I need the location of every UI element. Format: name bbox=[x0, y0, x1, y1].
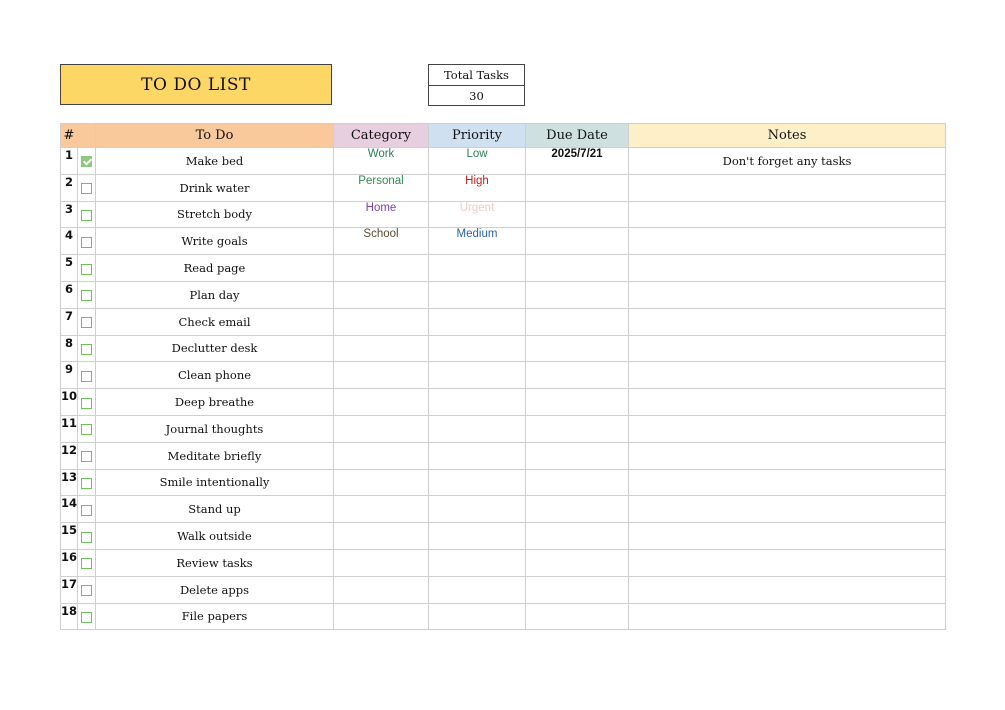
row-number: 7 bbox=[61, 308, 78, 335]
table-row bbox=[61, 308, 946, 335]
priority-cell[interactable] bbox=[429, 415, 526, 442]
priority-cell[interactable] bbox=[429, 523, 526, 550]
priority-cell[interactable]: Low bbox=[429, 148, 526, 175]
task-cell[interactable]: Read page bbox=[96, 255, 334, 282]
table-row bbox=[61, 415, 946, 442]
row-checkbox-cell[interactable] bbox=[78, 281, 96, 308]
table-row bbox=[61, 148, 946, 175]
task-cell[interactable]: File papers bbox=[96, 603, 334, 630]
row-number: 3 bbox=[61, 201, 78, 228]
priority-cell[interactable]: High bbox=[429, 174, 526, 201]
task-cell[interactable]: Walk outside bbox=[96, 523, 334, 550]
checkbox-icon[interactable] bbox=[81, 156, 92, 167]
row-checkbox-cell[interactable] bbox=[78, 308, 96, 335]
notes-cell[interactable] bbox=[629, 549, 946, 576]
row-checkbox-cell[interactable] bbox=[78, 496, 96, 523]
due-date-cell[interactable] bbox=[526, 255, 629, 282]
table-row bbox=[61, 496, 946, 523]
row-number: 11 bbox=[61, 415, 78, 442]
notes-cell[interactable] bbox=[629, 362, 946, 389]
task-cell[interactable]: Stretch body bbox=[96, 201, 334, 228]
task-cell[interactable]: Plan day bbox=[96, 281, 334, 308]
header-number: # bbox=[61, 124, 78, 148]
due-date-cell[interactable] bbox=[526, 335, 629, 362]
total-tasks-box bbox=[428, 64, 525, 106]
notes-cell[interactable] bbox=[629, 335, 946, 362]
checkbox-icon[interactable] bbox=[81, 264, 92, 275]
priority-cell[interactable] bbox=[429, 362, 526, 389]
notes-cell[interactable] bbox=[629, 174, 946, 201]
category-cell[interactable] bbox=[334, 496, 429, 523]
row-checkbox-cell[interactable] bbox=[78, 362, 96, 389]
category-cell[interactable] bbox=[334, 281, 429, 308]
row-number: 17 bbox=[61, 576, 78, 603]
header-due-date: Due Date bbox=[526, 124, 629, 148]
row-number: 12 bbox=[61, 442, 78, 469]
row-checkbox-cell[interactable] bbox=[78, 228, 96, 255]
header-notes: Notes bbox=[629, 124, 946, 148]
checkbox-icon[interactable] bbox=[81, 237, 92, 248]
due-date-cell[interactable] bbox=[526, 603, 629, 630]
row-checkbox-cell[interactable] bbox=[78, 442, 96, 469]
task-cell[interactable]: Deep breathe bbox=[96, 389, 334, 416]
table-row bbox=[61, 469, 946, 496]
checkbox-icon[interactable] bbox=[81, 505, 92, 516]
table-row bbox=[61, 603, 946, 630]
header-row bbox=[61, 124, 946, 148]
notes-cell[interactable] bbox=[629, 201, 946, 228]
due-date-cell[interactable] bbox=[526, 362, 629, 389]
checkbox-icon[interactable] bbox=[81, 344, 92, 355]
table-row bbox=[61, 228, 946, 255]
checkbox-icon[interactable] bbox=[81, 290, 92, 301]
notes-cell[interactable] bbox=[629, 442, 946, 469]
row-checkbox-cell[interactable] bbox=[78, 389, 96, 416]
priority-cell[interactable]: Urgent bbox=[429, 201, 526, 228]
priority-cell[interactable] bbox=[429, 255, 526, 282]
task-cell[interactable]: Delete apps bbox=[96, 576, 334, 603]
notes-cell[interactable] bbox=[629, 255, 946, 282]
notes-cell[interactable] bbox=[629, 496, 946, 523]
checkbox-icon[interactable] bbox=[81, 612, 92, 623]
priority-cell[interactable] bbox=[429, 442, 526, 469]
task-cell[interactable]: Drink water bbox=[96, 174, 334, 201]
checkbox-icon[interactable] bbox=[81, 451, 92, 462]
priority-cell[interactable] bbox=[429, 549, 526, 576]
row-number: 2 bbox=[61, 174, 78, 201]
notes-cell[interactable] bbox=[629, 469, 946, 496]
task-cell[interactable]: Review tasks bbox=[96, 549, 334, 576]
task-cell[interactable]: Write goals bbox=[96, 228, 334, 255]
priority-cell[interactable]: Medium bbox=[429, 228, 526, 255]
row-number: 6 bbox=[61, 281, 78, 308]
due-date-cell[interactable] bbox=[526, 549, 629, 576]
category-cell[interactable] bbox=[334, 389, 429, 416]
row-number: 14 bbox=[61, 496, 78, 523]
category-cell[interactable]: School bbox=[334, 228, 429, 255]
category-cell[interactable] bbox=[334, 576, 429, 603]
page-title: TO DO LIST bbox=[60, 64, 332, 105]
category-cell[interactable]: Personal bbox=[334, 174, 429, 201]
notes-cell[interactable]: Don't forget any tasks bbox=[629, 148, 946, 175]
due-date-cell[interactable] bbox=[526, 201, 629, 228]
row-number: 4 bbox=[61, 228, 78, 255]
total-tasks-value: 30 bbox=[469, 89, 484, 103]
row-number: 13 bbox=[61, 469, 78, 496]
checkbox-icon[interactable] bbox=[81, 585, 92, 596]
notes-cell[interactable] bbox=[629, 228, 946, 255]
category-cell[interactable] bbox=[334, 442, 429, 469]
notes-cell[interactable] bbox=[629, 523, 946, 550]
notes-cell[interactable] bbox=[629, 308, 946, 335]
due-date-cell[interactable] bbox=[526, 415, 629, 442]
table-row bbox=[61, 255, 946, 282]
row-checkbox-cell[interactable] bbox=[78, 148, 96, 175]
todo-table bbox=[60, 123, 946, 630]
due-date-cell[interactable] bbox=[526, 442, 629, 469]
table-row bbox=[61, 174, 946, 201]
task-cell[interactable]: Make bed bbox=[96, 148, 334, 175]
checkbox-icon[interactable] bbox=[81, 183, 92, 194]
table-row bbox=[61, 523, 946, 550]
table-row bbox=[61, 576, 946, 603]
due-date-cell[interactable] bbox=[526, 469, 629, 496]
category-cell[interactable] bbox=[334, 308, 429, 335]
row-checkbox-cell[interactable] bbox=[78, 255, 96, 282]
row-checkbox-cell[interactable] bbox=[78, 523, 96, 550]
due-date-cell[interactable] bbox=[526, 174, 629, 201]
checkbox-icon[interactable] bbox=[81, 558, 92, 569]
category-cell[interactable]: Home bbox=[334, 201, 429, 228]
row-checkbox-cell[interactable] bbox=[78, 469, 96, 496]
checkbox-icon[interactable] bbox=[81, 210, 92, 221]
due-date-cell[interactable] bbox=[526, 281, 629, 308]
row-number: 18 bbox=[61, 603, 78, 630]
task-cell[interactable]: Smile intentionally bbox=[96, 469, 334, 496]
table-row bbox=[61, 442, 946, 469]
row-number: 15 bbox=[61, 523, 78, 550]
row-number: 9 bbox=[61, 362, 78, 389]
row-checkbox-cell[interactable] bbox=[78, 201, 96, 228]
task-cell[interactable]: Declutter desk bbox=[96, 335, 334, 362]
priority-cell[interactable] bbox=[429, 335, 526, 362]
row-number: 1 bbox=[61, 148, 78, 175]
row-number: 16 bbox=[61, 549, 78, 576]
row-checkbox-cell[interactable] bbox=[78, 549, 96, 576]
row-number: 8 bbox=[61, 335, 78, 362]
due-date-cell[interactable] bbox=[526, 576, 629, 603]
priority-cell[interactable] bbox=[429, 389, 526, 416]
checkbox-icon[interactable] bbox=[81, 532, 92, 543]
due-date-cell[interactable] bbox=[526, 496, 629, 523]
row-checkbox-cell[interactable] bbox=[78, 174, 96, 201]
task-cell[interactable]: Clean phone bbox=[96, 362, 334, 389]
table-row bbox=[61, 201, 946, 228]
category-cell[interactable] bbox=[334, 415, 429, 442]
due-date-cell[interactable] bbox=[526, 389, 629, 416]
notes-cell[interactable] bbox=[629, 281, 946, 308]
priority-cell[interactable] bbox=[429, 469, 526, 496]
category-cell[interactable] bbox=[334, 523, 429, 550]
table-row bbox=[61, 362, 946, 389]
total-tasks-label: Total Tasks bbox=[429, 65, 524, 86]
checkbox-icon[interactable] bbox=[81, 317, 92, 328]
notes-cell[interactable] bbox=[629, 603, 946, 630]
category-cell[interactable] bbox=[334, 603, 429, 630]
due-date-cell[interactable] bbox=[526, 228, 629, 255]
header-category: Category bbox=[334, 124, 429, 148]
checkbox-icon[interactable] bbox=[81, 424, 92, 435]
table-row bbox=[61, 281, 946, 308]
category-cell[interactable] bbox=[334, 362, 429, 389]
checkbox-icon[interactable] bbox=[81, 478, 92, 489]
row-checkbox-cell[interactable] bbox=[78, 415, 96, 442]
priority-cell[interactable] bbox=[429, 496, 526, 523]
task-cell[interactable]: Journal thoughts bbox=[96, 415, 334, 442]
notes-cell[interactable] bbox=[629, 389, 946, 416]
checkbox-icon[interactable] bbox=[81, 371, 92, 382]
category-cell[interactable] bbox=[334, 335, 429, 362]
table-row bbox=[61, 335, 946, 362]
notes-cell[interactable] bbox=[629, 576, 946, 603]
task-cell[interactable]: Stand up bbox=[96, 496, 334, 523]
due-date-cell[interactable] bbox=[526, 523, 629, 550]
header-priority: Priority bbox=[429, 124, 526, 148]
row-checkbox-cell[interactable] bbox=[78, 603, 96, 630]
priority-cell[interactable] bbox=[429, 308, 526, 335]
row-number: 5 bbox=[61, 255, 78, 282]
due-date-cell[interactable] bbox=[526, 308, 629, 335]
category-cell[interactable] bbox=[334, 469, 429, 496]
task-cell[interactable]: Meditate briefly bbox=[96, 442, 334, 469]
due-date-cell[interactable]: 2025/7/21 bbox=[526, 148, 629, 175]
checkbox-icon[interactable] bbox=[81, 398, 92, 409]
notes-cell[interactable] bbox=[629, 415, 946, 442]
table-row bbox=[61, 549, 946, 576]
category-cell[interactable]: Work bbox=[334, 148, 429, 175]
table-row bbox=[61, 389, 946, 416]
priority-cell[interactable] bbox=[429, 576, 526, 603]
header-checkbox bbox=[78, 124, 96, 148]
category-cell[interactable] bbox=[334, 549, 429, 576]
row-number: 10 bbox=[61, 389, 78, 416]
row-checkbox-cell[interactable] bbox=[78, 335, 96, 362]
priority-cell[interactable] bbox=[429, 281, 526, 308]
category-cell[interactable] bbox=[334, 255, 429, 282]
row-checkbox-cell[interactable] bbox=[78, 576, 96, 603]
priority-cell[interactable] bbox=[429, 603, 526, 630]
task-cell[interactable]: Check email bbox=[96, 308, 334, 335]
header-todo: To Do bbox=[96, 124, 334, 148]
